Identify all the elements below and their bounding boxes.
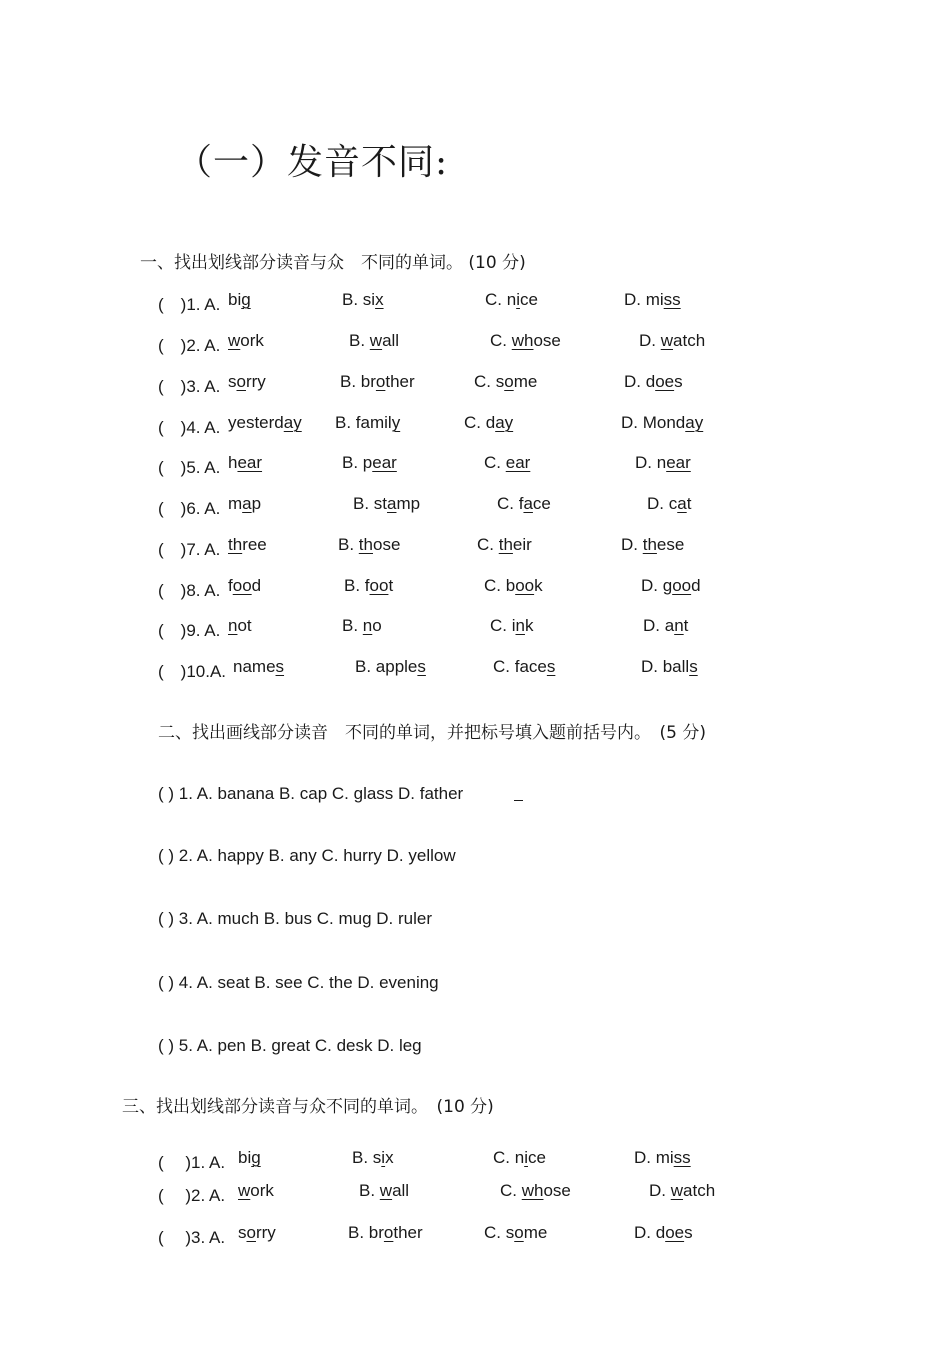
section1-heading: 一、找出划线部分读音与众 不同的单词。 (10 分) — [140, 253, 526, 273]
option-text: C. — [490, 331, 512, 350]
option-text: me — [523, 1223, 548, 1242]
underlined-letters: oo — [515, 576, 535, 595]
underlined-letters: s — [275, 657, 285, 676]
option-c — [474, 372, 537, 392]
option-text: D. mi — [634, 1148, 674, 1167]
option-c — [477, 535, 532, 555]
question-text: ( ) 3. A. much B. bus C. mug D. ruler — [158, 909, 432, 928]
question-row — [158, 973, 439, 993]
option-a — [228, 576, 261, 596]
option-text: D. — [639, 331, 661, 350]
underlined-letters: o — [236, 372, 246, 391]
underlined-letters: y — [391, 413, 401, 432]
option-text: rry — [245, 372, 266, 391]
underlined-letters: wh — [511, 331, 534, 350]
option-text: ose — [543, 1181, 571, 1200]
question-number: ( )5. A. — [158, 458, 221, 477]
option-text: me — [513, 372, 538, 391]
question-number: ( )2. A. — [158, 1186, 226, 1205]
underlined-letters: g — [241, 290, 251, 309]
option-text: C. b — [484, 576, 516, 595]
option-b — [359, 1181, 409, 1201]
option-b — [353, 494, 420, 514]
underlined-letters: wh — [521, 1181, 544, 1200]
question-text: ( ) 2. A. happy B. any C. hurry D. yellow — [158, 846, 456, 865]
option-text: mp — [396, 494, 421, 513]
option-text: C. f — [497, 494, 524, 513]
option-text: D. Mond — [621, 413, 686, 432]
option-a — [238, 1148, 261, 1168]
option-d — [643, 616, 688, 636]
option-text: s — [674, 372, 683, 391]
option-text: B. — [349, 331, 370, 350]
option-text: k — [534, 576, 543, 595]
section2-heading: 二、找出画线部分读音 不同的单词，并把标号填入题前括号内。 (5 分) — [158, 723, 706, 743]
question-row — [158, 846, 456, 866]
option-c — [497, 494, 551, 514]
option-text: s — [228, 372, 237, 391]
option-b — [355, 657, 426, 677]
option-text: m — [228, 494, 243, 513]
question-row — [158, 1036, 422, 1056]
option-text: t — [388, 576, 394, 595]
underlined-letters: ay — [283, 413, 302, 432]
option-text: ther — [385, 372, 415, 391]
underlined-letters: a — [242, 494, 252, 513]
option-text: C. d — [464, 413, 496, 432]
option-text: D. ball — [641, 657, 690, 676]
option-text: p — [251, 494, 262, 513]
option-a — [228, 494, 261, 514]
option-text: all — [392, 1181, 410, 1200]
underlined-letters: x — [375, 290, 384, 309]
underlined-letters: s — [689, 657, 698, 676]
question-text: ( ) 4. A. seat B. see C. the D. evening — [158, 973, 439, 992]
option-a — [228, 453, 262, 473]
option-b — [344, 576, 393, 596]
option-a — [228, 535, 267, 555]
option-text: C. — [484, 453, 506, 472]
option-a — [228, 290, 251, 310]
question-number: ( )3. A. — [158, 377, 221, 396]
option-text: ot — [237, 616, 252, 635]
underlined-letters: o — [375, 372, 386, 391]
question-row — [158, 909, 432, 929]
option-text: o — [372, 616, 382, 635]
option-text: ose — [533, 331, 561, 350]
option-a — [233, 657, 284, 677]
option-text: C. n — [493, 1148, 525, 1167]
option-c — [484, 576, 543, 596]
answer-blank-line — [514, 800, 523, 801]
option-text: t — [683, 616, 689, 635]
underlined-letters: oe — [665, 1223, 685, 1242]
question-text: ( ) 5. A. pen B. great C. desk D. leg — [158, 1036, 422, 1055]
option-d — [624, 290, 681, 310]
underlined-letters: i — [381, 1148, 386, 1167]
option-b — [335, 413, 400, 433]
option-d — [639, 331, 705, 351]
page-title: （一）发音不同: — [176, 142, 449, 183]
option-text: t — [686, 494, 692, 513]
option-d — [647, 494, 691, 514]
option-text: eir — [512, 535, 532, 554]
option-d — [621, 535, 684, 555]
option-text: d — [251, 576, 262, 595]
option-text: atch — [683, 1181, 716, 1200]
option-text: B. si — [342, 290, 376, 309]
option-text: B. p — [342, 453, 373, 472]
option-c — [500, 1181, 571, 1201]
option-b — [349, 331, 399, 351]
option-b — [352, 1148, 394, 1168]
underlined-letters: n — [515, 616, 525, 635]
option-text: ese — [656, 535, 685, 554]
option-text: ce — [527, 1148, 546, 1167]
question-text: B. cap C. glass D. father — [278, 784, 464, 803]
option-a — [228, 331, 264, 351]
option-d — [641, 576, 701, 596]
option-b — [348, 1223, 423, 1243]
option-a — [228, 372, 266, 392]
option-text: B. famil — [335, 413, 392, 432]
option-d — [649, 1181, 715, 1201]
underlined-letters: i — [524, 1148, 528, 1167]
underlined-letters: ss — [663, 290, 681, 309]
section3-heading: 三、找出划线部分读音与众不同的单词。 (10 分) — [122, 1097, 494, 1117]
underlined-letters: a — [387, 494, 397, 513]
underlined-letters: oe — [655, 372, 675, 391]
option-text: ther — [393, 1223, 423, 1242]
underlined-letters: ss — [673, 1148, 691, 1167]
option-c — [485, 290, 538, 310]
underlined-letters: o — [514, 1223, 524, 1242]
option-text: ree — [242, 535, 267, 554]
underlined-letters: th — [358, 535, 373, 554]
option-text: C. face — [493, 657, 547, 676]
underlined-letters: w — [660, 331, 674, 350]
question-number: ( )3. A. — [158, 1228, 226, 1247]
underlined-letters: g — [251, 1148, 261, 1167]
option-text: ose — [372, 535, 401, 554]
underlined-letters: ay — [685, 413, 704, 432]
option-text: C. s — [474, 372, 505, 391]
option-text: B. — [342, 616, 363, 635]
option-text: ce — [519, 290, 538, 309]
option-a — [238, 1181, 274, 1201]
option-text: B. apple — [355, 657, 418, 676]
underlined-letters: ear — [505, 453, 531, 472]
option-b — [340, 372, 415, 392]
question-number: ( )7. A. — [158, 540, 221, 559]
option-text: B. br — [340, 372, 376, 391]
underlined-letters: ear — [666, 453, 691, 472]
underlined-letters: oo — [369, 576, 389, 595]
option-text: C. s — [484, 1223, 515, 1242]
question-number: ( )1. A. — [158, 1153, 226, 1172]
option-text: C. i — [490, 616, 516, 635]
option-c — [490, 331, 561, 351]
option-text: d — [691, 576, 701, 595]
option-d — [634, 1223, 693, 1243]
option-c — [493, 657, 555, 677]
option-text: ork — [250, 1181, 274, 1200]
option-d — [621, 413, 703, 433]
question-number: ( )2. A. — [158, 336, 221, 355]
option-text: C. — [500, 1181, 522, 1200]
option-text: D. — [621, 535, 643, 554]
underlined-letters: oo — [232, 576, 252, 595]
option-text: yesterd — [228, 413, 284, 432]
question-text: ( ) 1. A. banana — [158, 784, 279, 803]
option-b — [338, 535, 400, 555]
question-number: ( )9. A. — [158, 621, 221, 640]
option-d — [641, 657, 698, 677]
underlined-letters: n — [228, 616, 238, 635]
underlined-letters: w — [228, 331, 241, 350]
underlined-letters: i — [516, 290, 520, 309]
option-c — [464, 413, 513, 433]
option-text: f — [228, 576, 233, 595]
option-c — [484, 453, 530, 473]
underlined-letters: a — [677, 494, 687, 513]
option-text: D. d — [634, 1223, 666, 1242]
option-text: D. — [649, 1181, 671, 1200]
question-number: ( )1. A. — [158, 295, 221, 314]
underlined-letters: ay — [495, 413, 514, 432]
option-text: B. — [338, 535, 359, 554]
option-text: B. — [359, 1181, 380, 1200]
option-c — [490, 616, 533, 636]
option-text: ork — [240, 331, 264, 350]
underlined-letters: n — [362, 616, 373, 635]
option-a — [228, 616, 252, 636]
option-text: D. a — [643, 616, 675, 635]
option-a — [238, 1223, 276, 1243]
option-text: C. — [477, 535, 499, 554]
underlined-letters: ear — [237, 453, 263, 472]
underlined-letters: a — [523, 494, 533, 513]
underlined-letters: oo — [672, 576, 692, 595]
option-text: all — [382, 331, 400, 350]
option-text: B. f — [344, 576, 370, 595]
option-text: s — [684, 1223, 693, 1242]
option-c — [484, 1223, 547, 1243]
option-text: k — [524, 616, 534, 635]
underlined-letters: w — [369, 331, 383, 350]
option-text: bi — [228, 290, 242, 309]
option-text: D. mi — [624, 290, 664, 309]
option-text: B. st — [353, 494, 388, 513]
option-text: s — [238, 1223, 247, 1242]
question-number: ( )4. A. — [158, 418, 221, 437]
option-a — [228, 413, 302, 433]
option-text: atch — [673, 331, 706, 350]
underlined-letters: ear — [372, 453, 397, 472]
option-c — [493, 1148, 546, 1168]
option-text: D. d — [624, 372, 656, 391]
underlined-letters: th — [498, 535, 513, 554]
option-d — [634, 1148, 691, 1168]
underlined-letters: s — [546, 657, 556, 676]
option-text: rry — [255, 1223, 276, 1242]
underlined-letters: w — [238, 1181, 251, 1200]
underlined-letters: o — [246, 1223, 256, 1242]
option-text: C. n — [485, 290, 517, 309]
underlined-letters: th — [228, 535, 243, 554]
option-text: ce — [532, 494, 551, 513]
question-number: ( )6. A. — [158, 499, 221, 518]
question-row — [158, 784, 463, 804]
option-text: D. c — [647, 494, 678, 513]
option-text: x — [385, 1148, 394, 1167]
underlined-letters: th — [642, 535, 657, 554]
question-number: ( )8. A. — [158, 581, 221, 600]
option-b — [342, 616, 382, 636]
option-text: name — [233, 657, 276, 676]
underlined-letters: n — [674, 616, 684, 635]
underlined-letters: s — [417, 657, 426, 676]
option-b — [342, 290, 384, 310]
option-text: D. g — [641, 576, 673, 595]
underlined-letters: o — [383, 1223, 394, 1242]
option-b — [342, 453, 397, 473]
option-text: bi — [238, 1148, 252, 1167]
question-number: ( )10.A. — [158, 662, 227, 681]
option-text: B. br — [348, 1223, 384, 1242]
underlined-letters: w — [670, 1181, 684, 1200]
option-d — [624, 372, 683, 392]
option-d — [635, 453, 691, 473]
underlined-letters: o — [504, 372, 514, 391]
option-text: D. n — [635, 453, 667, 472]
option-text: B. s — [352, 1148, 382, 1167]
underlined-letters: w — [379, 1181, 393, 1200]
option-text: h — [228, 453, 238, 472]
